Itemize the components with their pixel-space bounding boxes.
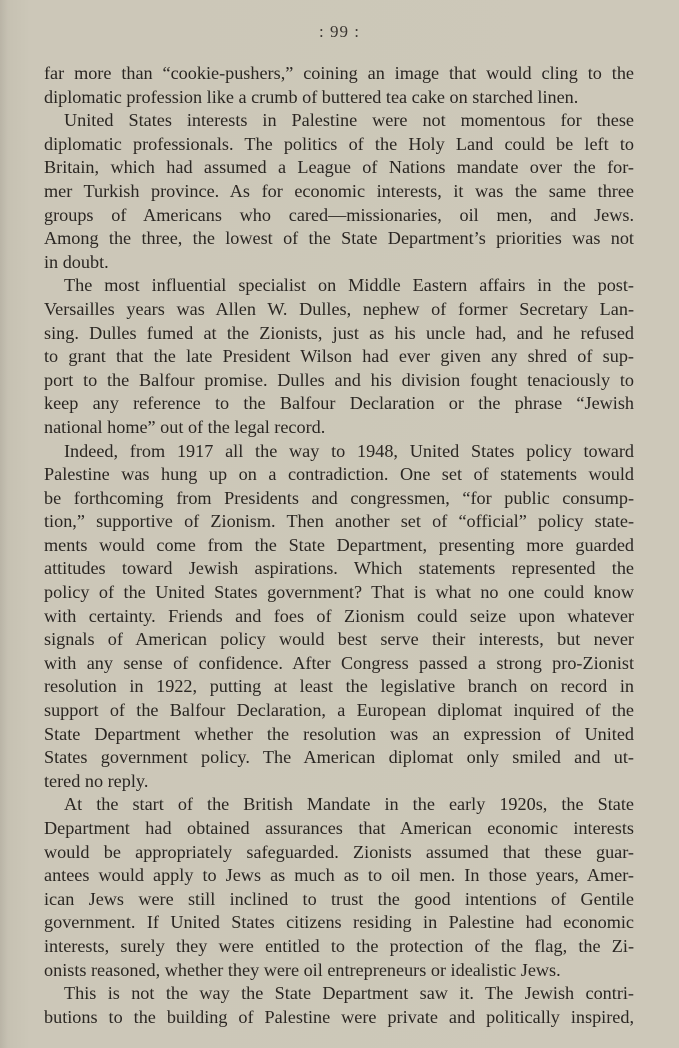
text-line: far more than “cookie-pushers,” coining an image that would cling to the — [44, 63, 634, 83]
text-line: Department had obtained assurances that American economic interests — [44, 818, 634, 838]
text-line: Palestine was hung up on a contradiction. One set of statements would — [44, 464, 634, 485]
text-line: attitudes toward Jewish aspirations. Which statements represented the — [44, 558, 634, 579]
text-line: Versailles years was Allen W. Dulles, nephew of former Secretary Lan- — [44, 298, 634, 319]
text-line: At the start of the British Mandate in the early 1920s, the State — [64, 794, 634, 815]
paragraph — [44, 793, 634, 982]
paragraph — [44, 274, 634, 439]
text-line: port to the Balfour promise. Dulles and his division fought tenaciously to — [44, 369, 634, 390]
text-line: with any sense of confidence. After Congress passed a strong pro-Zionist — [44, 652, 634, 673]
text-line: Indeed, from 1917 all the way to 1948, United States policy toward — [64, 440, 634, 461]
text-line: with certainty. Friends and foes of Zionism could seize upon whatever — [44, 605, 634, 626]
text-line: national home” out of the legal record. — [44, 416, 326, 437]
paragraph — [44, 440, 634, 794]
text-line: keep any reference to the Balfour Declaration or the phrase “Jewish — [44, 393, 634, 414]
text-line: butions to the building of Palestine were private and politically inspired, — [44, 1006, 634, 1027]
text-line: ments would come from the State Department, presenting more guarded — [44, 534, 634, 555]
text-line: ican Jews were still inclined to trust the good intentions of Gentile — [44, 888, 634, 909]
text-line: be forthcoming from Presidents and congressmen, “for public consump- — [44, 487, 634, 508]
text-line: would be appropriately safeguarded. Zionists assumed that these guar- — [44, 841, 634, 862]
text-line: signals of American policy would best serve their interests, but never — [44, 629, 634, 650]
text-line: groups of Americans who cared—missionaries, oil men, and Jews. — [44, 204, 634, 225]
text-line: in doubt. — [44, 251, 109, 272]
text-line: government. If United States citizens residing in Palestine had economic — [44, 912, 634, 933]
text-line: onists reasoned, whether they were oil entrepreneurs or idealistic Jews. — [44, 959, 561, 980]
page-number: : 99 : — [319, 22, 360, 41]
body-text — [44, 62, 634, 1029]
text-line: Britain, which had assumed a League of Nations mandate over the for- — [44, 157, 634, 178]
text-line: to grant that the late President Wilson had ever given any shred of sup- — [44, 346, 634, 367]
text-line: The most influential specialist on Middle Eastern affairs in the post- — [64, 275, 634, 296]
paragraph — [44, 982, 634, 1029]
text-line: This is not the way the State Department saw it. The Jewish contri- — [64, 983, 634, 1004]
text-line: diplomatic profession like a crumb of buttered tea cake on starched linen. — [44, 86, 579, 107]
text-line: sing. Dulles fumed at the Zionists, just as his uncle had, and he refused — [44, 322, 634, 343]
text-line: Among the three, the lowest of the State Department’s priorities was not — [44, 228, 634, 249]
text-line: policy of the United States government? That is what no one could know — [44, 582, 634, 603]
text-line: tion,” supportive of Zionism. Then another set of “official” policy state- — [44, 511, 634, 532]
text-line: support of the Balfour Declaration, a European diplomat inquired of the — [44, 700, 634, 721]
text-line: States government policy. The American diplomat only smiled and ut- — [44, 747, 634, 768]
text-line: State Department whether the resolution was an expression of United — [44, 723, 634, 744]
text-line: diplomatic professionals. The politics of the Holy Land could be left to — [44, 133, 634, 154]
paragraph — [44, 109, 634, 274]
text-line: antees would apply to Jews as much as to oil men. In those years, Amer- — [44, 865, 634, 886]
text-line: interests, surely they were entitled to the protection of the flag, the Zi- — [44, 935, 634, 956]
text-line: resolution in 1922, putting at least the legislative branch on record in — [44, 676, 634, 697]
text-line: tered no reply. — [44, 770, 149, 791]
text-line: United States interests in Palestine were not momentous for these — [64, 110, 634, 131]
paragraph — [44, 62, 634, 109]
text-line: mer Turkish province. As for economic interests, it was the same three — [44, 180, 634, 201]
